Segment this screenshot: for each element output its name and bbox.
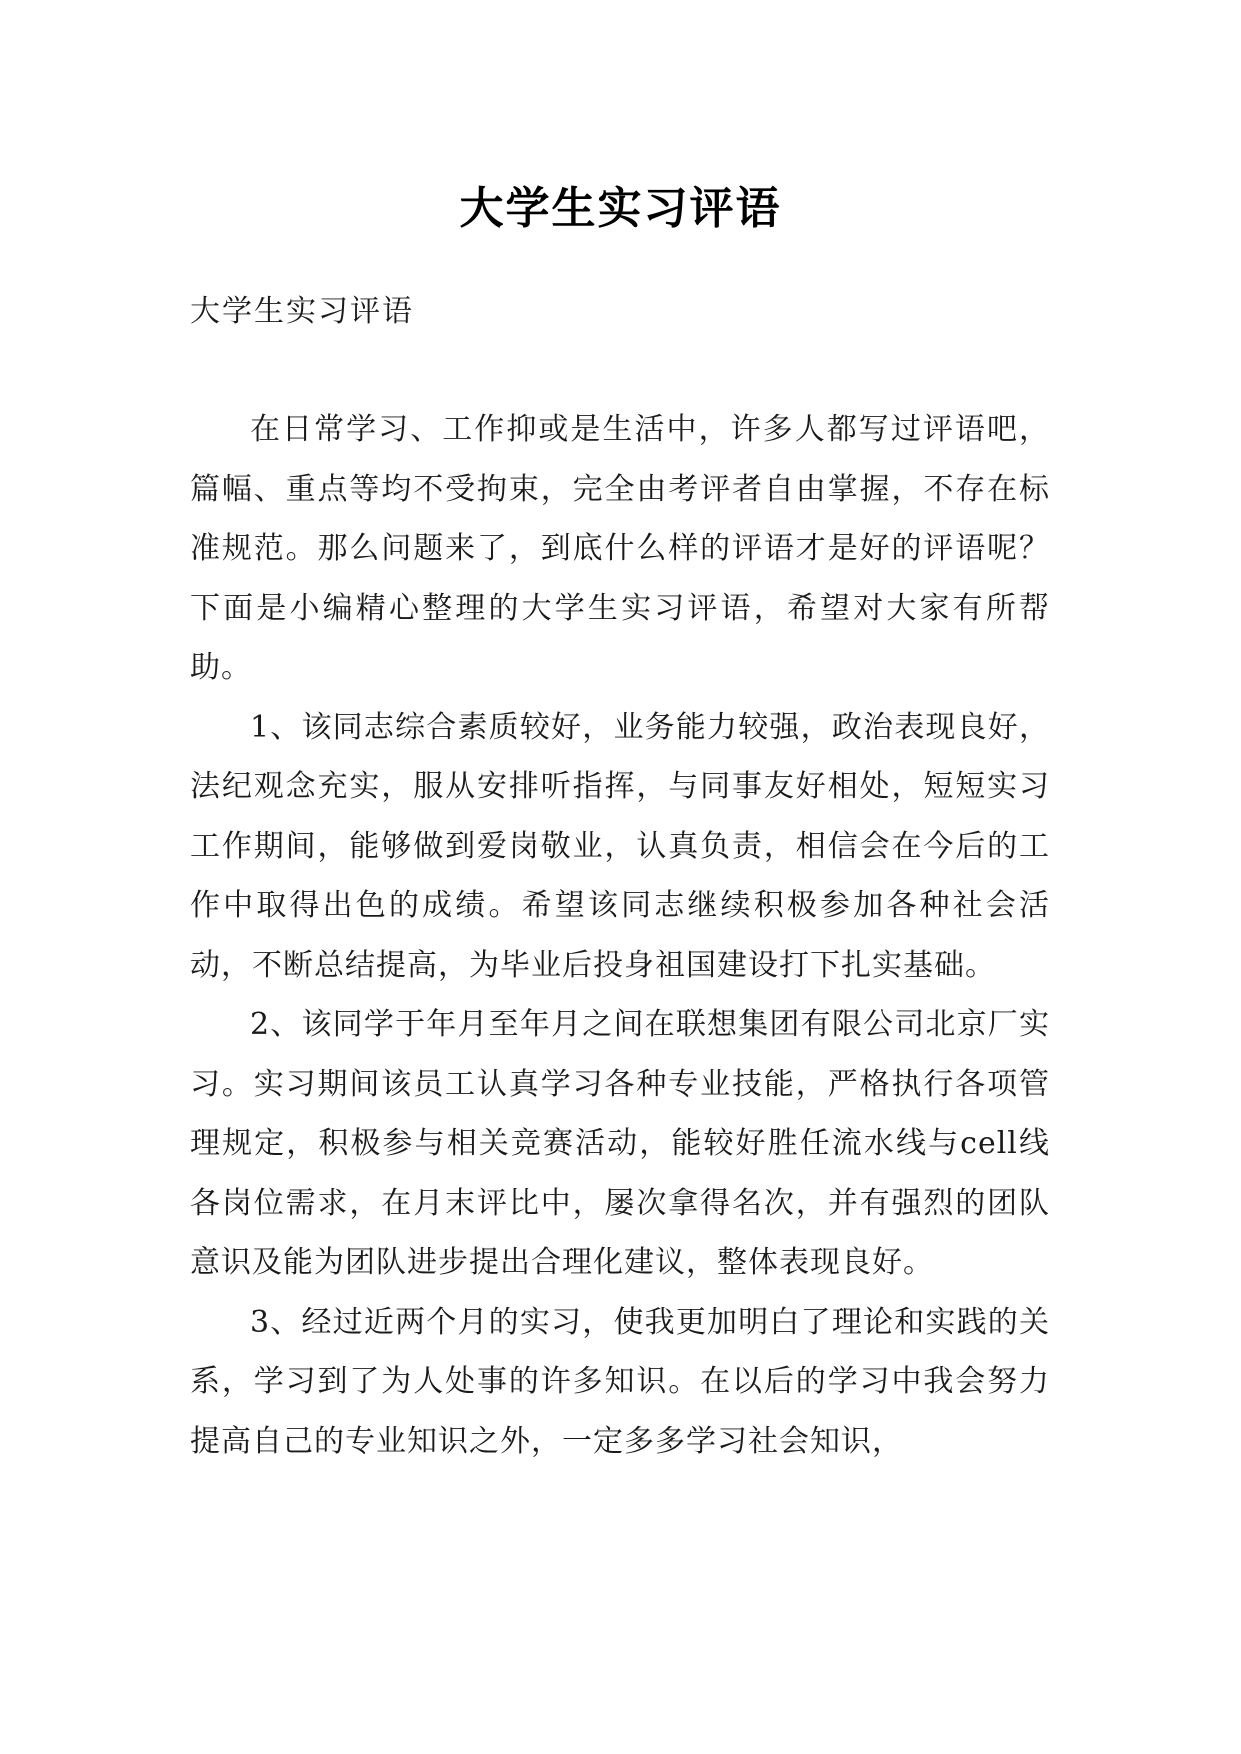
comment-paragraph-2: 2、该同学于年月至年月之间在联想集团有限公司北京厂实习。实习期间该员工认真学习各种专业技能，严格执行各项管理规定，积极参与相关竞赛活动，能较好胜任流水线与cell线各岗位需求，在月末评比中，屡次拿得名次，并有强烈的团队意识及能为团队进步提出合理化建议，整体表现良好。 bbox=[190, 1007, 1050, 1280]
comment-paragraph-3: 3、经过近两个月的实习，使我更加明白了理论和实践的关系，学习到了为人处事的许多知识。在以后的学习中我会努力提高自己的专业知识之外，一定多多学习社会知识， bbox=[190, 1304, 1050, 1459]
document-subtitle: 大学生实习评语 bbox=[190, 294, 414, 329]
comment-paragraph-1: 1、该同志综合素质较好，业务能力较强，政治表现良好，法纪观念充实，服从安排听指挥，与同事友好相处，短短实习工作期间，能够做到爱岗敬业，认真负责，相信会在今后的工作中取得出色的成绩。希望该同志继续积极参加各种社会活动，不断总结提高，为毕业后投身祖国建设打下扎实基础。 bbox=[190, 709, 1050, 983]
intro-paragraph: 在日常学习、工作抑或是生活中，许多人都写过评语吧，篇幅、重点等均不受拘束，完全由考评者自由掌握，不存在标准规范。那么问题来了，到底什么样的评语才是好的评语呢？下面是小编精心整理的大学生实习评语，希望对大家有所帮助。 bbox=[190, 412, 1050, 685]
document-body bbox=[190, 400, 1050, 1471]
document-title: 大学生实习评语 bbox=[459, 183, 782, 235]
